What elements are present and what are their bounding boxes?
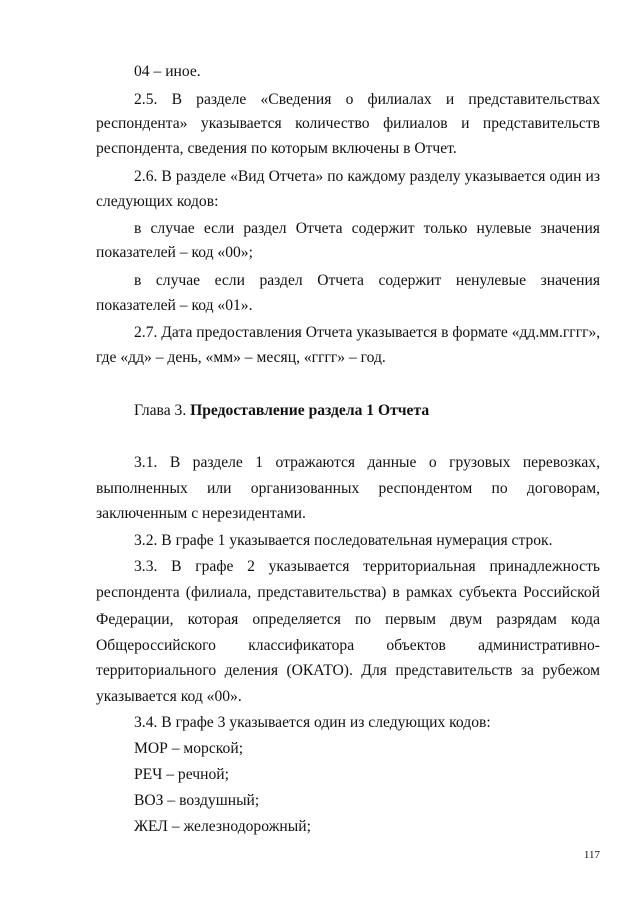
paragraph-2-7-line-2: где «дд» – день, «мм» – месяц, «гггг» – год. <box>96 349 386 366</box>
code-item: МОР – морской; <box>134 740 244 757</box>
code-item: РЕЧ – речной; <box>134 766 229 783</box>
zero-values-line-2: показателей – код «00»; <box>96 244 253 261</box>
paragraph-3-3-line-5: территориального деления (ОКАТО). Для представительств за рубежом <box>96 662 600 679</box>
nonzero-values-line-1: в случае если раздел Отчета содержит ненулевые значения <box>134 272 600 289</box>
paragraph-2-5-line-3: респондента, сведения по которым включены в Отчет. <box>96 140 457 157</box>
paragraph-3-1-line-3: заключенным с нерезидентами. <box>96 505 306 522</box>
paragraph-3-3-line-1: 3.3. В графе 2 указывается территориальная принадлежность <box>134 558 600 575</box>
chapter-heading-title: Предоставление раздела 1 Отчета <box>190 402 430 419</box>
paragraph-3-3-line-3: Федерации, которая определяется по первым двум разрядам кода <box>96 611 600 628</box>
paragraph-3-2: 3.2. В графе 1 указывается последовательная нумерация строк. <box>134 532 553 549</box>
paragraph-2-5-line-2: респондента» указывается количество филиалов и представительств <box>96 115 600 132</box>
code-item: ВОЗ – воздушный; <box>134 792 260 809</box>
paragraph-3-4: 3.4. В графе 3 указывается один из следующих кодов: <box>134 714 491 731</box>
nonzero-values-line-2: показателей – код «01». <box>96 297 253 314</box>
chapter-heading <box>134 401 600 420</box>
paragraph-3-3-line-2: респондента (филиала, представительства) в рамках субъекта Российской <box>96 584 600 601</box>
paragraph-2-5-line-1: 2.5. В разделе «Сведения о филиалах и представительствах <box>134 91 600 108</box>
paragraph-3-3-line-4: Общероссийского классификатора объектов административно- <box>96 637 600 654</box>
zero-values-line-1: в случае если раздел Отчета содержит только нулевые значения <box>134 220 600 237</box>
paragraph-2-6-line-2: следующих кодов: <box>96 193 219 210</box>
paragraph-2-6-line-1: 2.6. В разделе «Вид Отчета» по каждому разделу указывается один из <box>134 168 600 185</box>
paragraph-3-1-line-1: 3.1. В разделе 1 отражаются данные о грузовых перевозках, <box>134 454 600 471</box>
chapter-heading-prefix: Глава 3. <box>134 402 191 419</box>
page-number: 117 <box>583 849 600 861</box>
paragraph-3-1-line-2: выполненных или организованных респондентом по договорам, <box>96 480 600 497</box>
paragraph-2-7-line-1: 2.7. Дата предоставления Отчета указывается в формате «дд.мм.гггг», <box>134 324 601 341</box>
code-item: ЖЕЛ – железнодорожный; <box>134 818 311 835</box>
text-line: 04 – иное. <box>134 63 201 80</box>
paragraph-3-3-line-6: указывается код «00». <box>96 688 242 705</box>
